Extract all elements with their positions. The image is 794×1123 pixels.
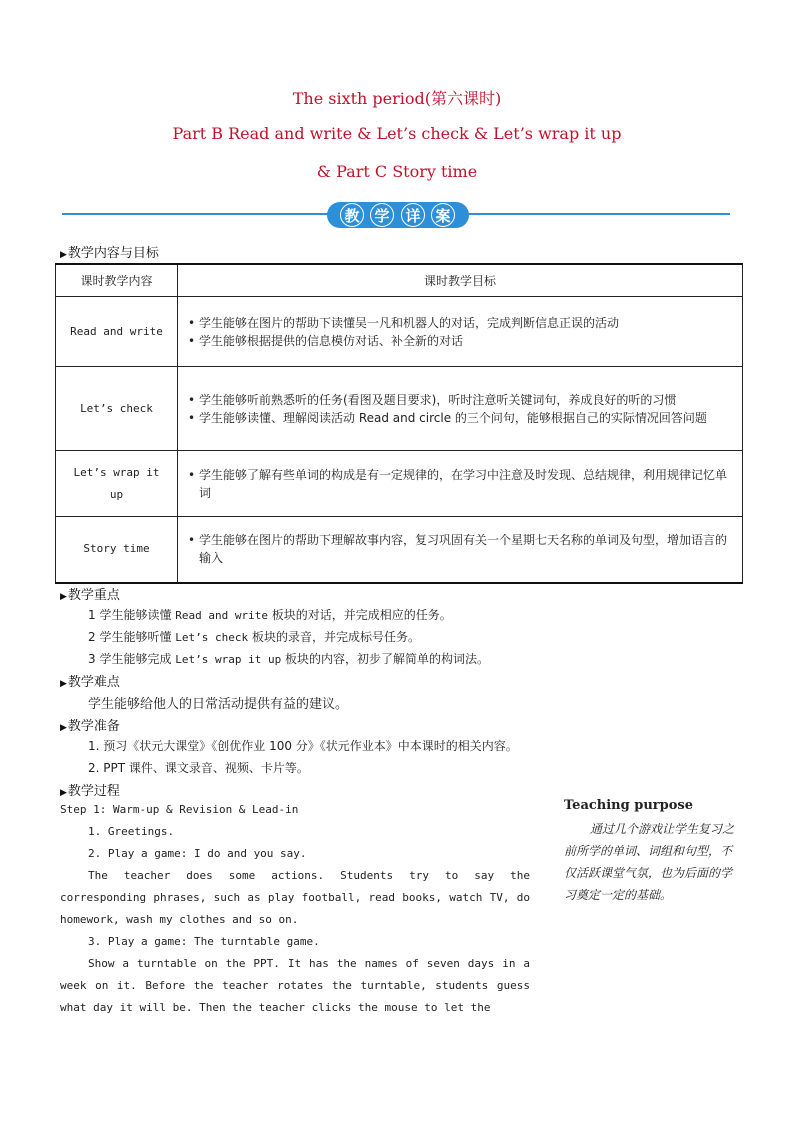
triangle-bullet-icon: ▶: [60, 788, 67, 798]
table-row: [56, 517, 743, 583]
preparation-item: 2. PPT 课件、课文录音、视频、卡片等。: [88, 761, 309, 775]
key-point-item: 1 学生能够读懂 Read and write 板块的对话，并完成相应的任务。: [88, 608, 452, 622]
period-title: The sixth period(第六课时): [292, 89, 502, 108]
parts-title-line1: Part B Read and write & Let’s check & Let’s wrap it up: [172, 124, 622, 143]
triangle-bullet-icon: ▶: [60, 250, 67, 260]
table-header-goal: 课时教学目标: [178, 264, 743, 297]
table-cell-content: Let’s wrap it up: [56, 451, 178, 517]
sidebar-title: Teaching purpose: [564, 798, 693, 813]
goals-table: [55, 263, 743, 584]
table-row: [56, 451, 743, 517]
banner-badge: [327, 202, 469, 228]
table-header-content: 课时教学内容: [56, 264, 178, 297]
process-paragraph: The teacher does some actions. Students try to say the corresponding phrases, such as play football, read books, watch TV, do homework, wash my clothes and so on.: [60, 869, 530, 926]
banner-char: 学: [370, 203, 394, 227]
table-cell-content: Read and write: [56, 297, 178, 367]
key-point-item: 3 学生能够完成 Let’s wrap it up 板块的内容，初步了解简单的构词法。: [88, 652, 490, 666]
key-point-item: 2 学生能够听懂 Let’s check 板块的录音，并完成标号任务。: [88, 630, 420, 644]
process-line: 1. Greetings.: [88, 825, 175, 838]
parts-title-line2: & Part C Story time: [316, 162, 478, 181]
banner-char: 详: [401, 203, 425, 227]
banner-rule-left: [62, 213, 328, 215]
table-row: [56, 367, 743, 451]
table-cell-goals: • 学生能够在图片的帮助下读懂吴一凡和机器人的对话，完成判断信息正误的活动 • 学生能够根据提供的信息模仿对话、补全新的对话: [178, 297, 743, 367]
banner-char: 案: [431, 203, 455, 227]
banner-rule-right: [468, 213, 730, 215]
sidebar-text: 通过几个游戏让学生复习之前所学的单词、词组和句型，不仅活跃课堂气氛，也为后面的学习奠定一定的基础。: [564, 822, 735, 902]
process-line: 3. Play a game: The turntable game.: [88, 935, 320, 948]
table-cell-content: Story time: [56, 517, 178, 583]
table-row: [56, 297, 743, 367]
section-heading-process: ▶教学过程: [60, 784, 120, 799]
process-line: 2. Play a game: I do and you say.: [88, 847, 307, 860]
triangle-bullet-icon: ▶: [60, 592, 67, 602]
step-heading: Step 1: Warm-up & Revision & Lead-in: [60, 803, 299, 816]
table-cell-content: Let’s check: [56, 367, 178, 451]
banner-char: 教: [340, 203, 364, 227]
section-heading-preparation: ▶教学准备: [60, 719, 120, 734]
preparation-item: 1. 预习《状元大课堂》《创优作业 100 分》《状元作业本》中本课时的相关内容。: [88, 739, 518, 753]
table-cell-goals: • 学生能够听前熟悉听的任务(看图及题目要求)，听时注意听关键词句，养成良好的听的习惯 • 学生能够读懂、理解阅读活动 Read and circle 的三个问句，能够根据自己的实际情况回答问题: [178, 367, 743, 451]
process-paragraph: Show a turntable on the PPT. It has the names of seven days in a week on it. Before the teacher rotates the turntable, students guess what day it will be. Then the teacher clicks the mouse to let the: [60, 957, 530, 1014]
table-cell-goals: • 学生能够在图片的帮助下理解故事内容，复习巩固有关一个星期七天名称的单词及句型，增加语言的输入: [178, 517, 743, 583]
section-heading-difficulty: ▶教学难点: [60, 675, 120, 690]
table-cell-goals: • 学生能够了解有些单词的构成是有一定规律的，在学习中注意及时发现、总结规律，利用规律记忆单词: [178, 451, 743, 517]
section-heading-key-points: ▶教学重点: [60, 588, 120, 603]
triangle-bullet-icon: ▶: [60, 723, 67, 733]
triangle-bullet-icon: ▶: [60, 679, 67, 689]
table-header-row: [56, 264, 743, 297]
difficulty-text: 学生能够给他人的日常活动提供有益的建议。: [88, 697, 349, 712]
section-heading-goals: ▶教学内容与目标: [60, 246, 159, 261]
process-body: [60, 799, 530, 1019]
